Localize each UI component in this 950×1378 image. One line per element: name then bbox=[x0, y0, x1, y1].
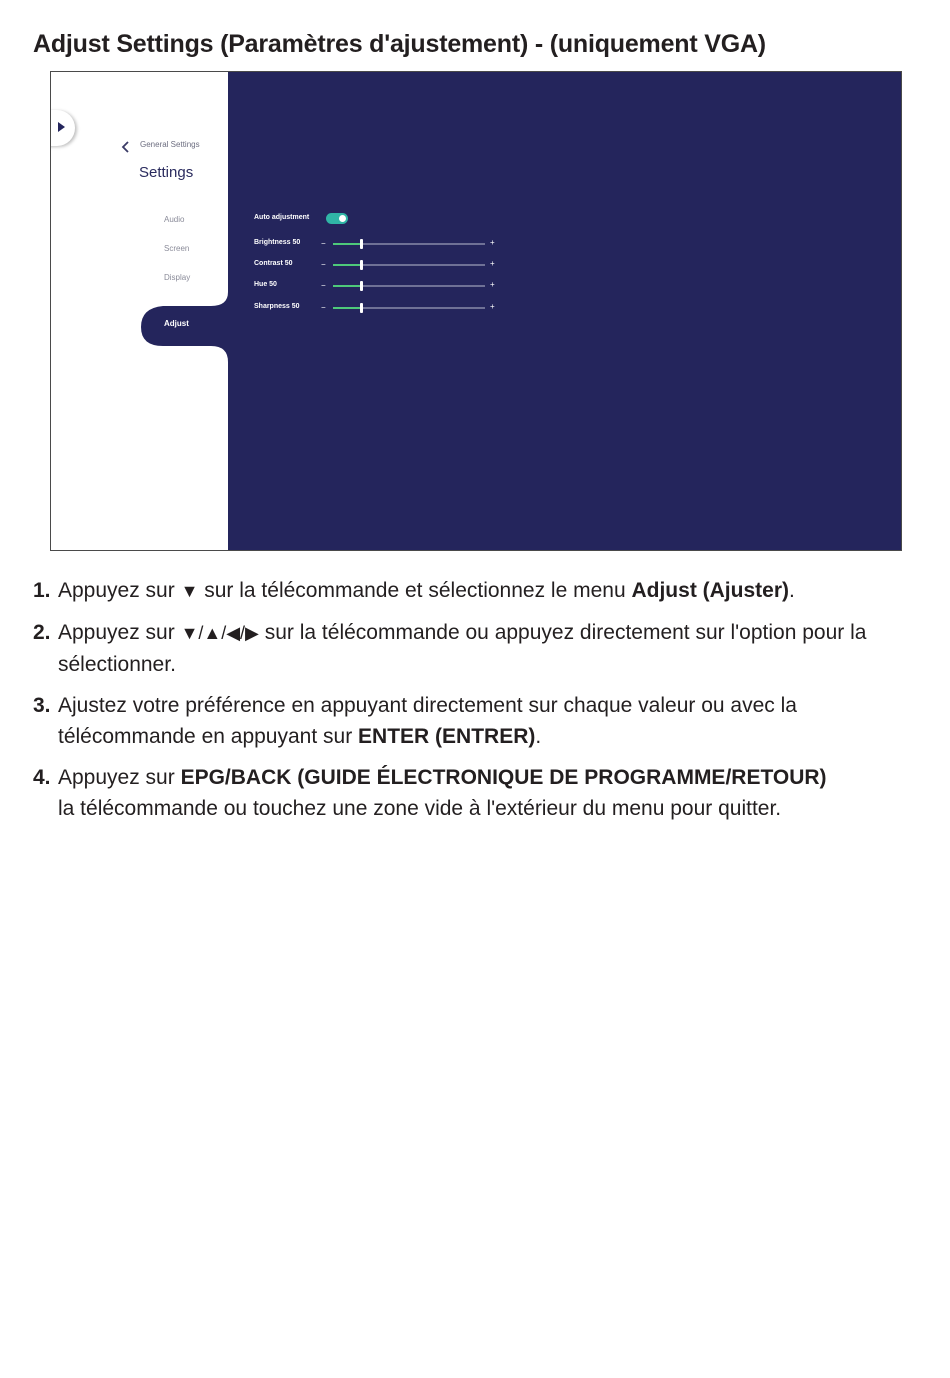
minus-icon[interactable]: − bbox=[321, 303, 326, 312]
arrow-keys-icon: ▼ bbox=[180, 581, 199, 601]
hue-row bbox=[254, 281, 499, 291]
plus-icon[interactable]: + bbox=[490, 238, 495, 247]
slider-fill bbox=[333, 264, 361, 266]
hue-label: Hue 50 bbox=[254, 281, 277, 288]
play-icon[interactable] bbox=[58, 122, 65, 132]
page-title: Adjust Settings (Paramètres d'ajustement) - (uniquement VGA) bbox=[33, 30, 766, 58]
settings-screenshot bbox=[50, 71, 902, 551]
sharpness-slider[interactable] bbox=[333, 307, 485, 309]
contrast-row bbox=[254, 260, 499, 270]
plus-icon[interactable]: + bbox=[490, 259, 495, 268]
step-bold-text: ENTER (ENTRER) bbox=[358, 725, 536, 748]
auto-adjustment-label: Auto adjustment bbox=[254, 214, 310, 221]
step-bold-text: EPG/BACK (GUIDE ÉLECTRONIQUE DE PROGRAMME/RETOUR) bbox=[180, 766, 827, 789]
slider-handle[interactable] bbox=[360, 239, 363, 249]
auto-adjustment-row bbox=[254, 214, 499, 224]
sidebar-item-audio[interactable]: Audio bbox=[164, 215, 185, 224]
step-number: 2. bbox=[33, 621, 51, 644]
step-text: Appuyez sur bbox=[58, 579, 181, 602]
sidebar-item-display[interactable]: Display bbox=[164, 273, 191, 282]
brightness-slider[interactable] bbox=[333, 243, 485, 245]
step-text: . bbox=[788, 579, 795, 602]
step-text: Ajustez votre préférence en appuyant directement sur chaque valeur ou avec la télécommande en appuyant sur bbox=[58, 694, 797, 748]
toggle-knob bbox=[339, 215, 346, 222]
contrast-slider[interactable] bbox=[333, 264, 485, 266]
step-number: 1. bbox=[33, 579, 51, 602]
back-chevron-icon[interactable] bbox=[121, 141, 130, 153]
minus-icon[interactable]: − bbox=[321, 281, 326, 290]
step-text: sur la télécommande et sélectionnez le menu bbox=[198, 579, 632, 602]
sharpness-row bbox=[254, 303, 499, 313]
arrow-keys-icon: ▼/▲/◀/▶ bbox=[180, 623, 259, 643]
step-1 bbox=[33, 575, 913, 607]
brightness-label: Brightness 50 bbox=[254, 239, 301, 246]
slider-handle[interactable] bbox=[360, 281, 363, 291]
slider-fill bbox=[333, 285, 361, 287]
step-bold-text: Adjust (Ajuster) bbox=[631, 579, 789, 602]
contrast-label: Contrast 50 bbox=[254, 260, 293, 267]
sidebar-item-screen[interactable]: Screen bbox=[164, 244, 190, 253]
sidebar-item-adjust[interactable]: Adjust bbox=[164, 319, 189, 328]
brightness-row bbox=[254, 239, 499, 249]
step-text: . bbox=[535, 725, 542, 748]
instruction-steps bbox=[33, 575, 913, 834]
slider-handle[interactable] bbox=[360, 303, 363, 313]
plus-icon[interactable]: + bbox=[490, 302, 495, 311]
step-number: 3. bbox=[33, 694, 51, 717]
step-text: la télécommande ou touchez une zone vide à l'extérieur du menu pour quitter. bbox=[58, 797, 782, 820]
step-text: sur la télécommande ou appuyez directement sur l'option pour la sélectionner. bbox=[58, 621, 867, 676]
breadcrumb[interactable]: General Settings bbox=[140, 140, 200, 149]
slider-handle[interactable] bbox=[360, 260, 363, 270]
panel-heading: Settings bbox=[139, 164, 194, 181]
step-4 bbox=[33, 762, 913, 824]
auto-adjustment-toggle[interactable] bbox=[326, 213, 348, 224]
plus-icon[interactable]: + bbox=[490, 280, 495, 289]
adjust-panel bbox=[254, 212, 504, 322]
step-text: Appuyez sur bbox=[58, 766, 181, 789]
slider-fill bbox=[333, 307, 361, 309]
step-2 bbox=[33, 617, 913, 680]
minus-icon[interactable]: − bbox=[321, 239, 326, 248]
step-number: 4. bbox=[33, 766, 51, 789]
slider-fill bbox=[333, 243, 361, 245]
sharpness-label: Sharpness 50 bbox=[254, 303, 300, 310]
hue-slider[interactable] bbox=[333, 285, 485, 287]
minus-icon[interactable]: − bbox=[321, 260, 326, 269]
step-text: Appuyez sur bbox=[58, 621, 181, 644]
step-3 bbox=[33, 690, 913, 752]
